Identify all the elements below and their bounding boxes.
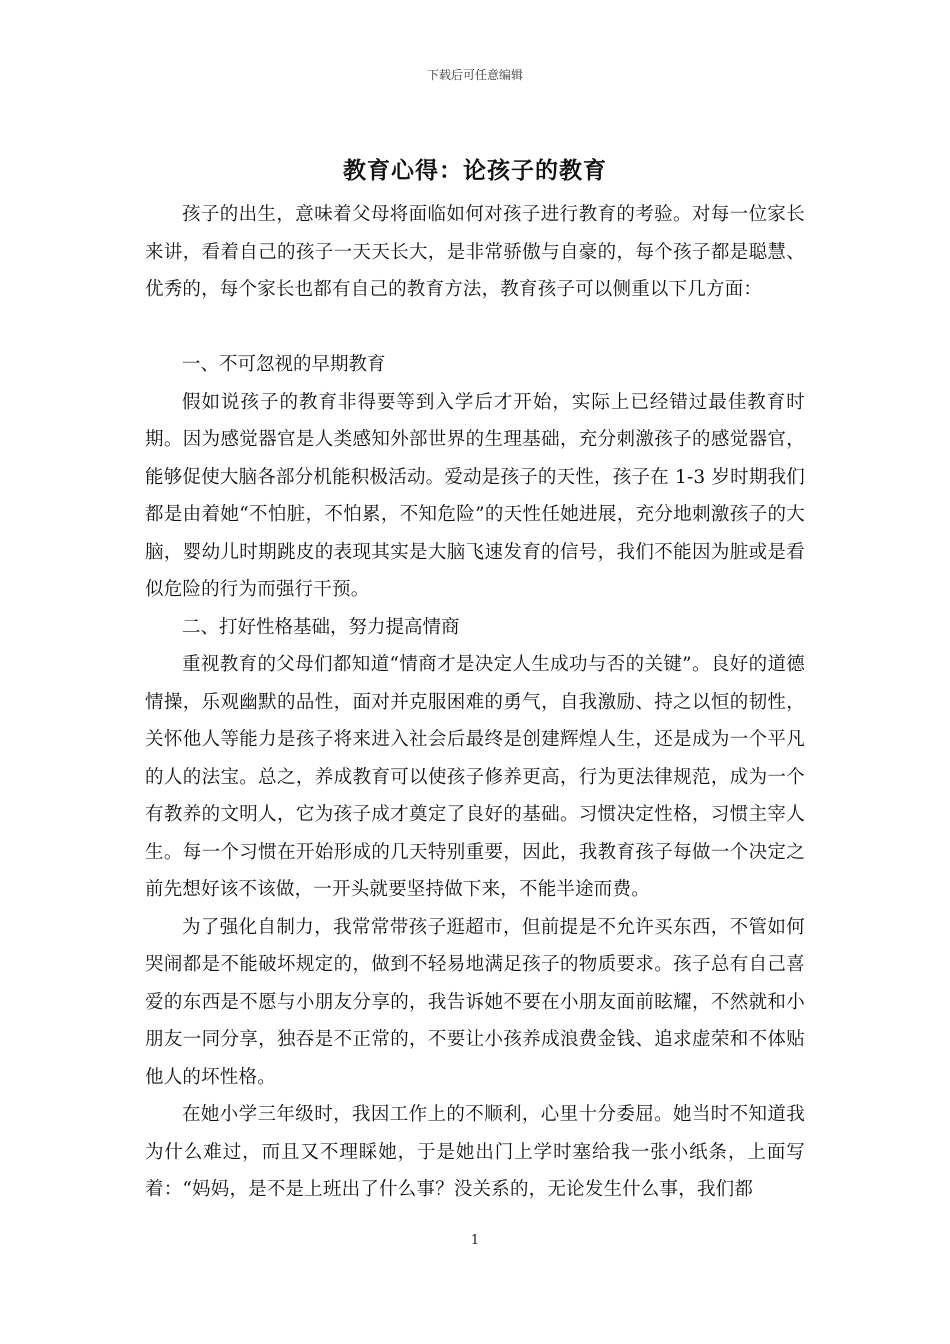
section-2-paragraph-3: 在她小学三年级时，我因工作上的不顺利，心里十分委屈。她当时不知道我为什么难过，而且又不理睬她，于是她出门上学时塞给我一张小纸条，上面写着：“妈妈，是不是上班出了什么事？没关系的，无论发生什么事，我们都 xyxy=(145,1104,805,1200)
section-heading-2: 二、打好性格基础，努力提高情商 xyxy=(182,616,460,638)
blank-line xyxy=(145,309,805,347)
document-body xyxy=(145,196,805,1209)
section-heading-1: 一、不可忽视的早期教育 xyxy=(182,354,386,375)
section-1-paragraph: 假如说孩子的教育非得要等到入学后才开始，实际上已经错过最佳教育时期。因为感觉器官是人类感知外部世界的生理基础，充分刺激孩子的感觉器官，能够促使大脑各部分机能积极活动。爱动是孩子的天性，孩子在 1-3 岁时期我们都是由着她“不怕脏，不怕累，不知危险”的天性任她进展，充分地刺激孩子的大脑，婴幼儿时期跳皮的表现其实是大脑飞速发育的信号，我们不能因为脏或是看似危险的行为而强行干预。 xyxy=(145,391,805,600)
section-2-paragraph-2: 为了强化自制力，我常常带孩子逛超市，但前提是不允许买东西，不管如何哭闹都是不能破坏规定的，做到不轻易地满足孩子的物质要求。孩子总有自己喜爱的东西是不愿与小朋友分享的，我告诉她不要在小朋友面前眩耀，不然就和小朋友一同分享，独吞是不正常的，不要让小孩养成浪费金钱、追求虚荣和不体贴他人的坏性格。 xyxy=(145,916,805,1088)
page-number: 1 xyxy=(470,1233,480,1248)
header-note: 下载后可任意编辑 xyxy=(426,68,523,82)
section-2-paragraph-1: 重视教育的父母们都知道“情商才是决定人生成功与否的关键”。良好的道德情操，乐观幽默的品性，面对并克服困难的勇气，自我激励、持之以恒的韧性，关怀他人等能力是孩子将来进入社会后最终是创建辉煌人生，还是成为一个平凡的人的法宝。总之，养成教育可以使孩子修养更高，行为更法律规范，成为一个有教养的文明人，它为孩子成才奠定了良好的基础。习惯决定性格，习惯主宰人生。每一个习惯在开始形成的几天特别重要，因此，我教育孩子每做一个决定之前先想好该不该做，一开头就要坚持做下来，不能半途而费。 xyxy=(145,654,805,900)
document-title: 教育心得：论孩子的教育 xyxy=(343,157,607,184)
intro-paragraph: 孩子的出生，意味着父母将面临如何对孩子进行教育的考验。对每一位家长来讲，看着自己的孩子一天天长大，是非常骄傲与自豪的，每个孩子都是聪慧、优秀的，每个家长也都有自己的教育方法，教育孩子可以侧重以下几方面： xyxy=(145,204,805,300)
